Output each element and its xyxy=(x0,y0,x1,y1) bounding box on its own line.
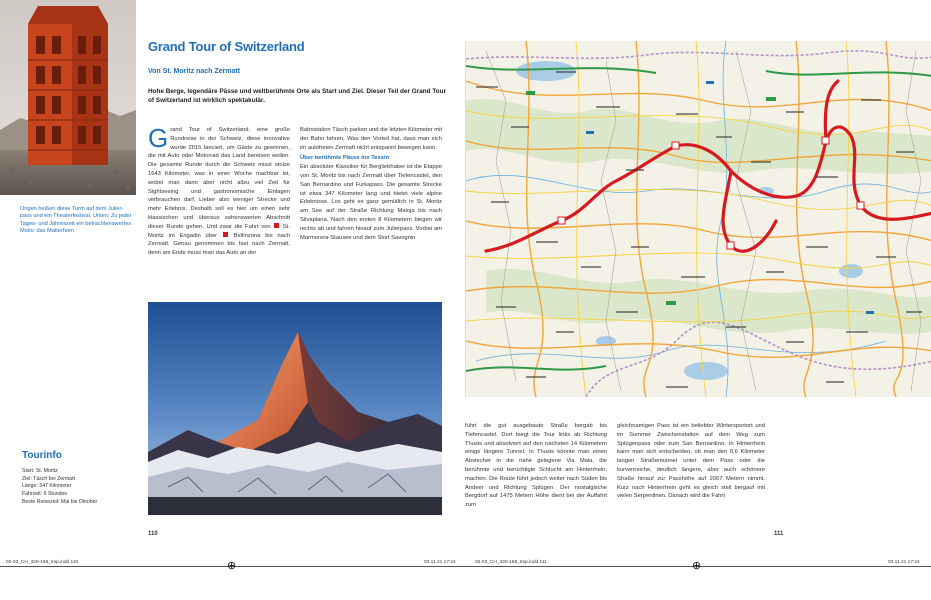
tourinfo-ziel: Ziel: Täsch bei Zermatt xyxy=(22,475,75,482)
tourinfo-start: Start: St. Moritz xyxy=(22,468,58,474)
section-subhead: Über berühmte Pässe ins Tessin xyxy=(300,155,390,162)
right-body-column-1: führt die gut ausgebaute Straße bergab bis Tiefencastel. Dort biegt die Tour links ab Richtung Thusis und absolviert auf den nächsten 14 Kilometern einige längere Tunnel. In Thusis könnte man einen Abstecher in die nahe gelegene Via Mala, die berühmte und berüchtigte Schlucht am Hinterrhein, machen. Die Route führt jedoch weiter nach Süden bis Andeer und Richtung Splügen. Der nostalgische Bergdorf auf 1475 Metern Höhe dient bei der Auffahrt zum xyxy=(465,423,607,509)
right-body-column-2: gleichnamigen Pass ist ein beliebter Wintersportort und im Sommer Zwischenstation auf dem Weg zum Splügenpass oder zum San Bernardino. In Hinterrhein kann man sich entscheiden, ob man den 6,6 Kilometer langen Straßentunnel unter dem Pass oder die kurvenreiche, deutlich längere, aber auch schönere Straße hinauf zur Passhöhe auf 2067 Metern nimmt. Kurz nach Hinterrhein geht es gleich steil bergauf mit vielen Serpentinen. Danach wird die Fahrt xyxy=(617,423,765,500)
body-column-1 xyxy=(148,123,290,258)
footer-date-left: 03.11.21 17:24 xyxy=(424,560,456,565)
registration-mark-icon: ⊕ xyxy=(692,560,702,572)
page-number-left: 110 xyxy=(148,531,158,537)
body-text-2b: Ein absoluter Klassiker für Bergliebhaber ist die Etappe von St. Moritz bis nach Zermatt über Tiefencastel, den San Bernardino und Furkapass. Die gesamte Strecke ist etwa 347 Kilometer lang und bietet viele alpine Erlebnisse. Los geht es ganz gemütlich in St. Moritz am See auf der Straße Richtung Maloja bis nach Silvaplana. Nach den ersten 8 Kilometern biegen wir rechts ab und fahren hinauf zum Julierpass. Vorbei am Marmorera-Stausee und dem Stort Savognin xyxy=(300,164,442,241)
route-marker-b-icon xyxy=(223,232,228,237)
footer-slug-right: 02-03_CH_320-168_Imp.indd 111 xyxy=(475,560,547,565)
tower-photo xyxy=(0,0,136,195)
footer-rule xyxy=(0,566,931,567)
marker-b-label: Bellinzona xyxy=(233,232,261,239)
road-map xyxy=(465,41,931,397)
body-text-1a: rand Tour of Switzerland, eine große Rundreise in der Schweiz, diese innovative wurde 2015 lanciert, um Gäste zu gewinnen, die mit Auto oder Motorrad das Land bereisen wollen. Die gesamte Runde durch die Schweiz misst stolze 1643 Kilometer, was in einer Woche machbar ist, wobei man dann aber nicht allzu viel Zeit für Sightseeing und gastronomische Einlagen verbrauchen darf. Lieber also weniger Strecke und mehr Erlebnis. Deshalb soll es hier um einen sehr klassischen und überaus sehenswerten Abschnitt dieser Runde gehen. Und zwar die Fahrt von xyxy=(148,127,290,230)
article-title: Grand Tour of Switzerland xyxy=(148,39,305,54)
body-text-2a: Bahnstation Täsch parken und die letzten Kilometer mit der Bahn fahren. Was den Vorteil hat, dass man sich im autofreien Zermatt nicht entspannt bewegen kann. xyxy=(300,127,442,151)
page-number-right: 111 xyxy=(774,531,784,537)
tourinfo-laenge: Länge: 347 Kilometer xyxy=(22,483,72,490)
footer-slug-left: 02-03_CH_320-168_Imp.indd 110 xyxy=(6,560,79,565)
tourinfo-reisezeit: Beste Reisezeit: Mai bis Oktober xyxy=(22,498,98,505)
body-text-1c: bis nach Zermatt. Genau genommen bis fast nach Zermatt, denn am Ende muss man das Auto an der xyxy=(148,232,290,257)
footer-date-right: 03.11.21 17:24 xyxy=(888,560,920,565)
article-lead: Hohe Berge, legendäre Pässe und weltberühmte Orte als Start und Ziel. Dieser Teil der Grand Tour of Switzerland ist wirklich spektakulär. xyxy=(148,88,447,105)
article-subtitle: Von St. Moritz nach Zermatt xyxy=(148,68,241,75)
registration-mark-icon: ⊕ xyxy=(227,560,237,572)
tourinfo-list xyxy=(22,468,97,507)
marker-a-label: St. Moritz xyxy=(148,223,290,239)
body-text-1b: im Engadin über xyxy=(168,232,218,239)
body-column-2 xyxy=(300,126,442,242)
matterhorn-photo xyxy=(148,302,442,515)
dropcap: G xyxy=(148,123,169,153)
tourinfo-fahrzeit: Fahrzeit: 6 Stunden xyxy=(22,491,68,498)
route-marker-a-icon xyxy=(274,223,279,228)
photo-caption: Origen heißen diese Turm auf dem Julier-pass und ein Theaterfestival. Unten: Zu jeder Tages- und Jahreszeit ein betrachtenswertes Motiv: das Matterhorn xyxy=(20,206,132,235)
tourinfo-title: Tourinfo xyxy=(22,450,62,461)
